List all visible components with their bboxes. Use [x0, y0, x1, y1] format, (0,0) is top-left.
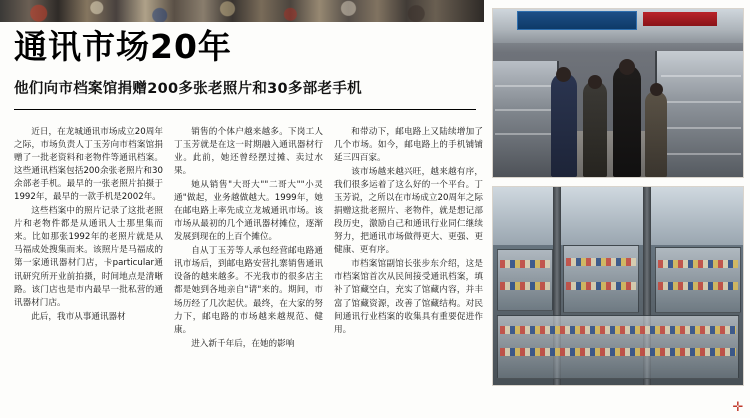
headline-divider [14, 109, 476, 110]
display-counter-left [493, 61, 559, 177]
paragraph: 市档案馆副馆长张步东介绍，这是市档案馆首次从民间接受通讯档案，填补了馆藏空白，充实了馆藏内容，并丰富了馆藏资源，改善了馆藏结构。对民间通讯行业档案的收集具有重要促进作用。 [334, 259, 483, 335]
display-case [655, 247, 741, 313]
paragraph: 这些档案中的照片记录了这批老照片和老物件都是从通讯人士那里集而来。比如那张1992年的老照片就是从马福成处搜集而来。该照片是马福成的第一家通讯器材门店，卡particular通讯研究所开业前拍摄，时间地点是清晰路。该门店也是市内最早一批私营的通讯器材门店。 [14, 206, 163, 308]
shelf-line [495, 133, 553, 135]
article-body [14, 126, 484, 406]
photo-display-cases [492, 186, 744, 386]
shelf-line [661, 127, 741, 129]
customer-figure [551, 73, 577, 177]
page-title: 通讯市场20年 [14, 27, 232, 66]
headline-block [14, 26, 474, 110]
photo-shop-interior [492, 8, 744, 178]
shelf-line [661, 75, 741, 77]
shelf-line [495, 109, 553, 111]
paragraph: 近日，在龙城通讯市场成立20周年之际，市场负责人丁玉芳向市档案馆捐赠了一批老资料和老物件等通讯档案。这些通讯档案包括200余张老照片和30余部老手机。最早的一张老照片拍摄于1992年，最早的一款手机是2002年。 [14, 127, 163, 203]
paragraph: 此后，我市从事通讯器材 [31, 311, 126, 322]
subhead: 他们向市档案馆捐赠200多张老照片和30多部老手机 [14, 81, 362, 98]
back-wall [493, 187, 743, 245]
shop-sign-blue [517, 11, 637, 30]
shop-sign-red [643, 12, 717, 26]
banner-photo-detail [0, 0, 484, 22]
merchandise-row [500, 348, 736, 356]
article-column-3 [334, 126, 483, 406]
shelf-line [661, 153, 741, 155]
paragraph: 该市场越来越兴旺，越来越有序，我们很多运着了这么好的一个平台。丁玉芳说，之所以在市场成立20周年之际捐赠这批老照片、老物件，就是想记部段历史，激励自己和通讯行业同仁继续努力，把通讯市场做得更大、更强、更健康、更有序。 [334, 167, 483, 256]
crop-mark: ✛ [732, 400, 744, 415]
merchandise-row [500, 260, 550, 268]
customer-figure [613, 65, 641, 177]
article-column-2 [174, 126, 323, 406]
shelf-line [495, 85, 553, 87]
merchandise-row [566, 258, 636, 266]
merchandise-row [658, 260, 738, 268]
display-case [563, 245, 639, 313]
photo-shop-interior-content [493, 9, 743, 177]
shelf-line [661, 101, 741, 103]
merchandise-row [658, 282, 738, 290]
merchandise-row [566, 282, 636, 290]
article-column-1 [14, 126, 163, 406]
photo-display-cases-content [493, 187, 743, 385]
customer-head [650, 83, 663, 96]
merchandise-row [500, 326, 736, 334]
customer-head [619, 59, 635, 75]
paragraph: 她从销售"大哥大""二哥大""小灵通"做起，业务越做越大。1999年，她在邮电路上率先成立龙城通讯市场。该市场从最初的几个通讯器材摊位，逐渐发展到现在的上百个摊位。 [174, 180, 323, 243]
banner-photo-strip [0, 0, 484, 22]
customer-figure [645, 91, 667, 177]
customer-head [588, 75, 602, 89]
customer-figure [583, 81, 607, 177]
display-case-front [497, 315, 739, 379]
paragraph: 进入新千年后，在她的影响 [191, 338, 295, 349]
customer-head [556, 67, 571, 82]
paragraph: 销售的个体户越来越多。下岗工人丁玉芳就是在这一时期融入通讯器材行业。此前，她还曾经摆过摊、卖过水果。 [174, 127, 323, 177]
paragraph: 和带动下，邮电路上又陆续增加了几个市场。如今，邮电路上的手机铺铺延三四百家。 [334, 127, 483, 164]
merchandise-row [500, 282, 550, 290]
display-case [497, 249, 553, 311]
paragraph: 自从丁玉芳等人承包经营邮电路通讯市场后，到邮电路安营扎寨销售通讯设备的越来越多。不光我市的很多店主都是她到各地亲自"请"来的。期间，市场历经了几次起伏。最终，在大家的努力下，邮电路的市场越来越规范、健康。 [174, 246, 323, 335]
display-counter-right [655, 51, 743, 177]
